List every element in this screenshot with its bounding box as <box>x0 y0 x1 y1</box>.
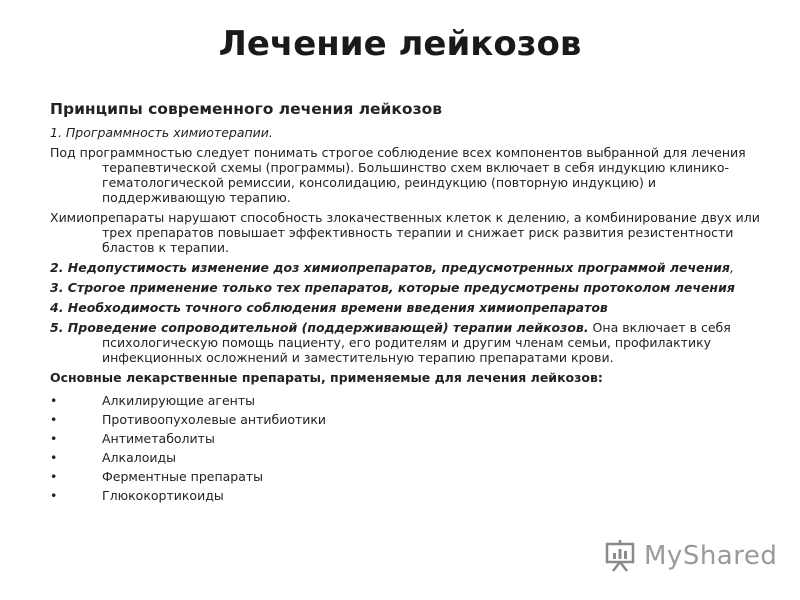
drugs-list <box>50 391 762 505</box>
list-item <box>50 467 762 486</box>
principle-1-description: Под программностью следует понимать строгое соблюдение всех компонентов выбранной для лечения терапевтической схемы (программы). Большинство схем включает в себя индукцию клинико-гематологической ремиссии, консолидацию, реиндукцию (повторную индукцию) и поддерживающую терапию. <box>50 145 746 205</box>
slide-title: Лечение лейкозов <box>218 24 582 64</box>
chemotherapy-note: Химиопрепараты нарушают способность злокачественных клеток к делению, а комбинирование двух или трех препаратов повышает эффективность терапии и снижает риск развития резистентности бластов к терапии. <box>50 210 760 255</box>
slide-content <box>50 100 762 505</box>
myshared-logo[interactable] <box>604 536 777 576</box>
list-item <box>50 486 762 505</box>
principle-2-text: 2. Недопустимость изменение доз химиопрепаратов, предусмотренных программой лечения <box>50 260 730 275</box>
bullet-icon: • <box>50 412 58 427</box>
logo-text: MyShared <box>644 541 778 571</box>
list-item <box>50 391 762 410</box>
drug-name: Антиметаболиты <box>102 431 215 446</box>
bullet-icon: • <box>50 393 58 408</box>
principle-5-title: 5. Проведение сопроводительной (поддерживающей) терапии лейкозов. <box>50 320 589 335</box>
principle-5 <box>50 320 762 365</box>
list-item <box>50 410 762 429</box>
section-subtitle: Принципы современного лечения лейкозов <box>50 100 443 118</box>
bullet-icon: • <box>50 431 58 446</box>
principle-4: 4. Необходимость точного соблюдения времени введения химиопрепаратов <box>50 300 608 315</box>
drug-name: Ферментные препараты <box>102 469 264 484</box>
drug-name: Глюкокортикоиды <box>102 488 224 503</box>
bullet-icon: • <box>50 469 58 484</box>
principle-2 <box>50 260 762 275</box>
drug-name: Алкилирующие агенты <box>102 393 255 408</box>
drug-name: Алкалоиды <box>102 450 177 465</box>
bullet-icon: • <box>50 450 58 465</box>
presentation-board-icon <box>604 539 638 573</box>
principle-2-tail: , <box>729 260 734 275</box>
drug-name: Противоопухолевые антибиотики <box>102 412 327 427</box>
list-item <box>50 429 762 448</box>
drugs-heading: Основные лекарственные препараты, применяемые для лечения лейкозов: <box>50 370 603 385</box>
principle-3: 3. Строгое применение только тех препаратов, которые предусмотрены протоколом лечения <box>50 280 735 295</box>
principle-1: 1. Программность химиотерапии. <box>50 125 273 140</box>
list-item <box>50 448 762 467</box>
principle-5-description: Она включает в себя психологическую помощь пациенту, его родителям и другим членам семьи, профилактику инфекционных осложнений и заместительную терапию препаратами крови. <box>102 320 731 365</box>
bullet-icon: • <box>50 488 58 503</box>
